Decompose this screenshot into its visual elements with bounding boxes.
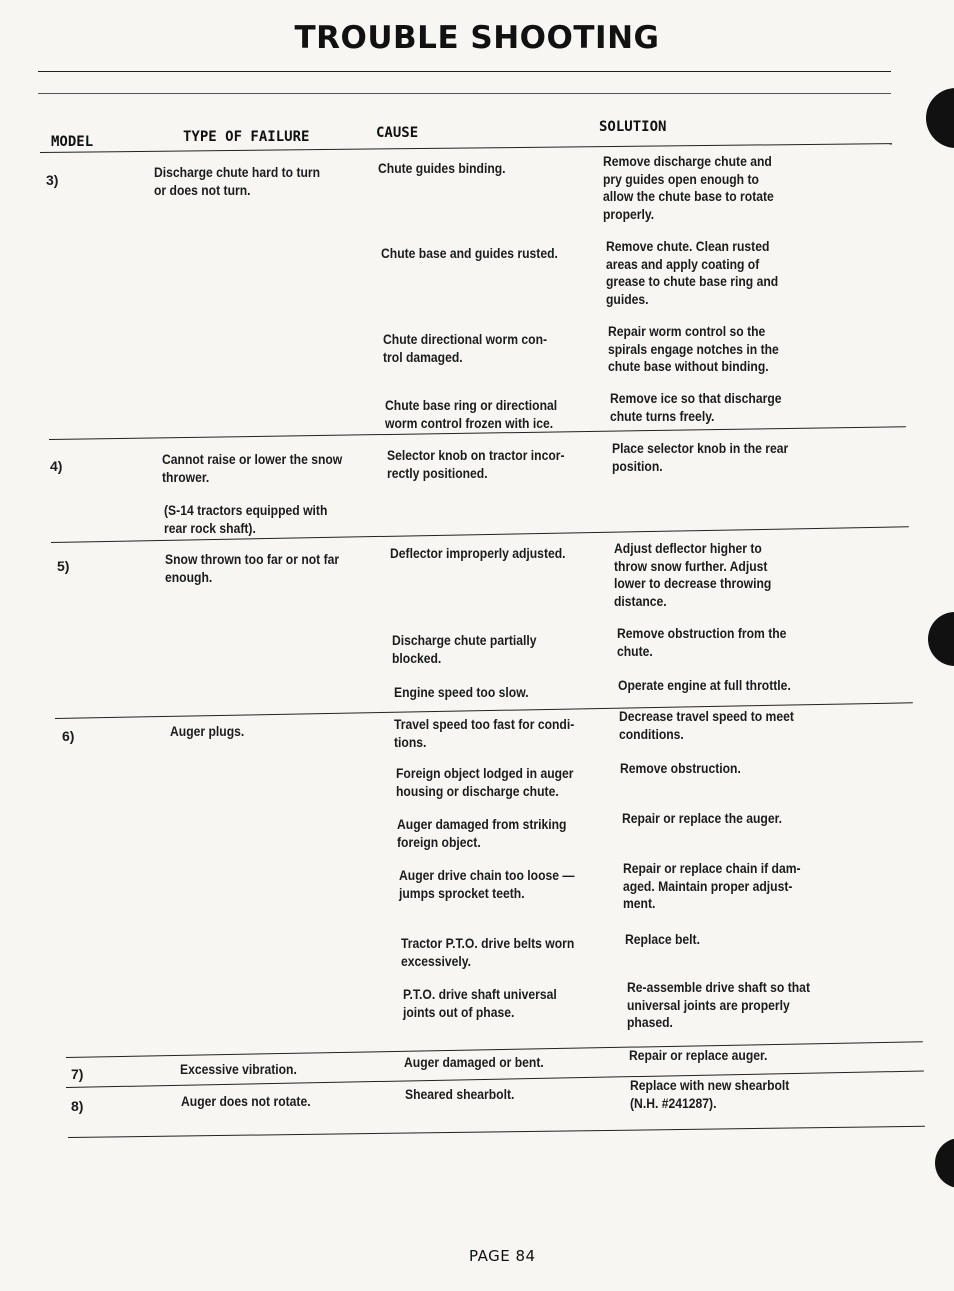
solution-text: Replace belt. (625, 932, 700, 947)
model-number: 3) (46, 172, 59, 188)
model-number: 4) (50, 458, 63, 474)
model-number: 6) (62, 728, 75, 744)
cause-text: Travel speed too fast for condi- tions. (394, 717, 575, 750)
failure-text: Snow thrown too far or not far enough. (165, 552, 340, 585)
failure-text: Auger plugs. (170, 724, 245, 739)
cause-text: Auger damaged from striking foreign object. (397, 817, 567, 850)
cause-text: Auger drive chain too loose — jumps sprocket teeth. (399, 868, 575, 901)
cause-text: Sheared shearbolt. (405, 1087, 515, 1102)
table-bottom-rule (68, 1126, 925, 1139)
failure-text: Discharge chute hard to turn or does not turn. (154, 165, 321, 198)
model-number: 7) (71, 1066, 84, 1082)
solution-text: Re-assemble drive shaft so that universal joints are properly phased. (627, 980, 810, 1030)
solution-text: Operate engine at full throttle. (618, 678, 791, 693)
page-number: PAGE 84 (469, 1247, 536, 1265)
solution-text: Remove obstruction from the chute. (617, 626, 787, 659)
solution-text: Place selector knob in the rear position. (612, 441, 789, 474)
failure-text: Excessive vibration. (180, 1062, 297, 1077)
failure-text: Auger does not rotate. (181, 1094, 311, 1109)
solution-text: Remove ice so that discharge chute turns freely. (610, 391, 782, 424)
solution-text: Remove discharge chute and pry guides open enough to allow the chute base to rotate properly. (603, 154, 774, 222)
title-rule (38, 71, 891, 72)
solution-text: Repair worm control so the spirals engage notches in the chute base without binding. (608, 324, 779, 374)
cause-text: Tractor P.T.O. drive belts worn excessively. (401, 936, 575, 969)
binder-hole-mark (928, 612, 954, 666)
solution-text: Decrease travel speed to meet conditions. (619, 709, 794, 742)
cause-text: Selector knob on tractor incor- rectly positioned. (387, 448, 565, 481)
solution-text: Replace with new shearbolt (N.H. #241287). (630, 1078, 790, 1111)
cause-text: Chute guides binding. (378, 161, 506, 176)
cause-text: Chute base and guides rusted. (381, 246, 558, 261)
cause-text: Chute base ring or directional worm control frozen with ice. (385, 398, 558, 431)
binder-hole-mark (935, 1138, 954, 1188)
binder-hole-mark (926, 88, 954, 148)
header-bottom-rule (40, 143, 892, 153)
header-cause: CAUSE (376, 125, 419, 141)
solution-text: Repair or replace chain if dam- aged. Maintain proper adjust- ment. (623, 861, 801, 911)
header-failure: TYPE OF FAILURE (183, 129, 310, 145)
solution-text: Repair or replace the auger. (622, 811, 783, 826)
page-title: TROUBLE SHOOTING (294, 20, 660, 56)
solution-text: Adjust deflector higher to throw snow further. Adjust lower to decrease throwing distance. (614, 541, 772, 609)
cause-text: Chute directional worm con- trol damaged. (383, 332, 548, 365)
header-model: MODEL (51, 134, 94, 150)
solution-text: Repair or replace auger. (629, 1048, 768, 1063)
cause-text: Discharge chute partially blocked. (392, 633, 537, 666)
failure-text: Cannot raise or lower the snow thrower. (162, 452, 343, 485)
cause-text: Deflector improperly adjusted. (390, 546, 566, 561)
cause-text: Engine speed too slow. (394, 685, 529, 700)
header-solution: SOLUTION (599, 119, 667, 135)
model-number: 8) (71, 1098, 84, 1114)
model-number: 5) (57, 558, 70, 574)
cause-text: P.T.O. drive shaft universal joints out of phase. (403, 987, 557, 1020)
header-top-rule (38, 93, 891, 94)
solution-text: Remove chute. Clean rusted areas and apply coating of grease to chute base ring and guides. (606, 239, 779, 307)
solution-text: Remove obstruction. (620, 761, 741, 776)
failure-note: (S-14 tractors equipped with rear rock shaft). (164, 503, 328, 536)
cause-text: Auger damaged or bent. (404, 1055, 544, 1070)
cause-text: Foreign object lodged in auger housing or discharge chute. (396, 766, 574, 799)
